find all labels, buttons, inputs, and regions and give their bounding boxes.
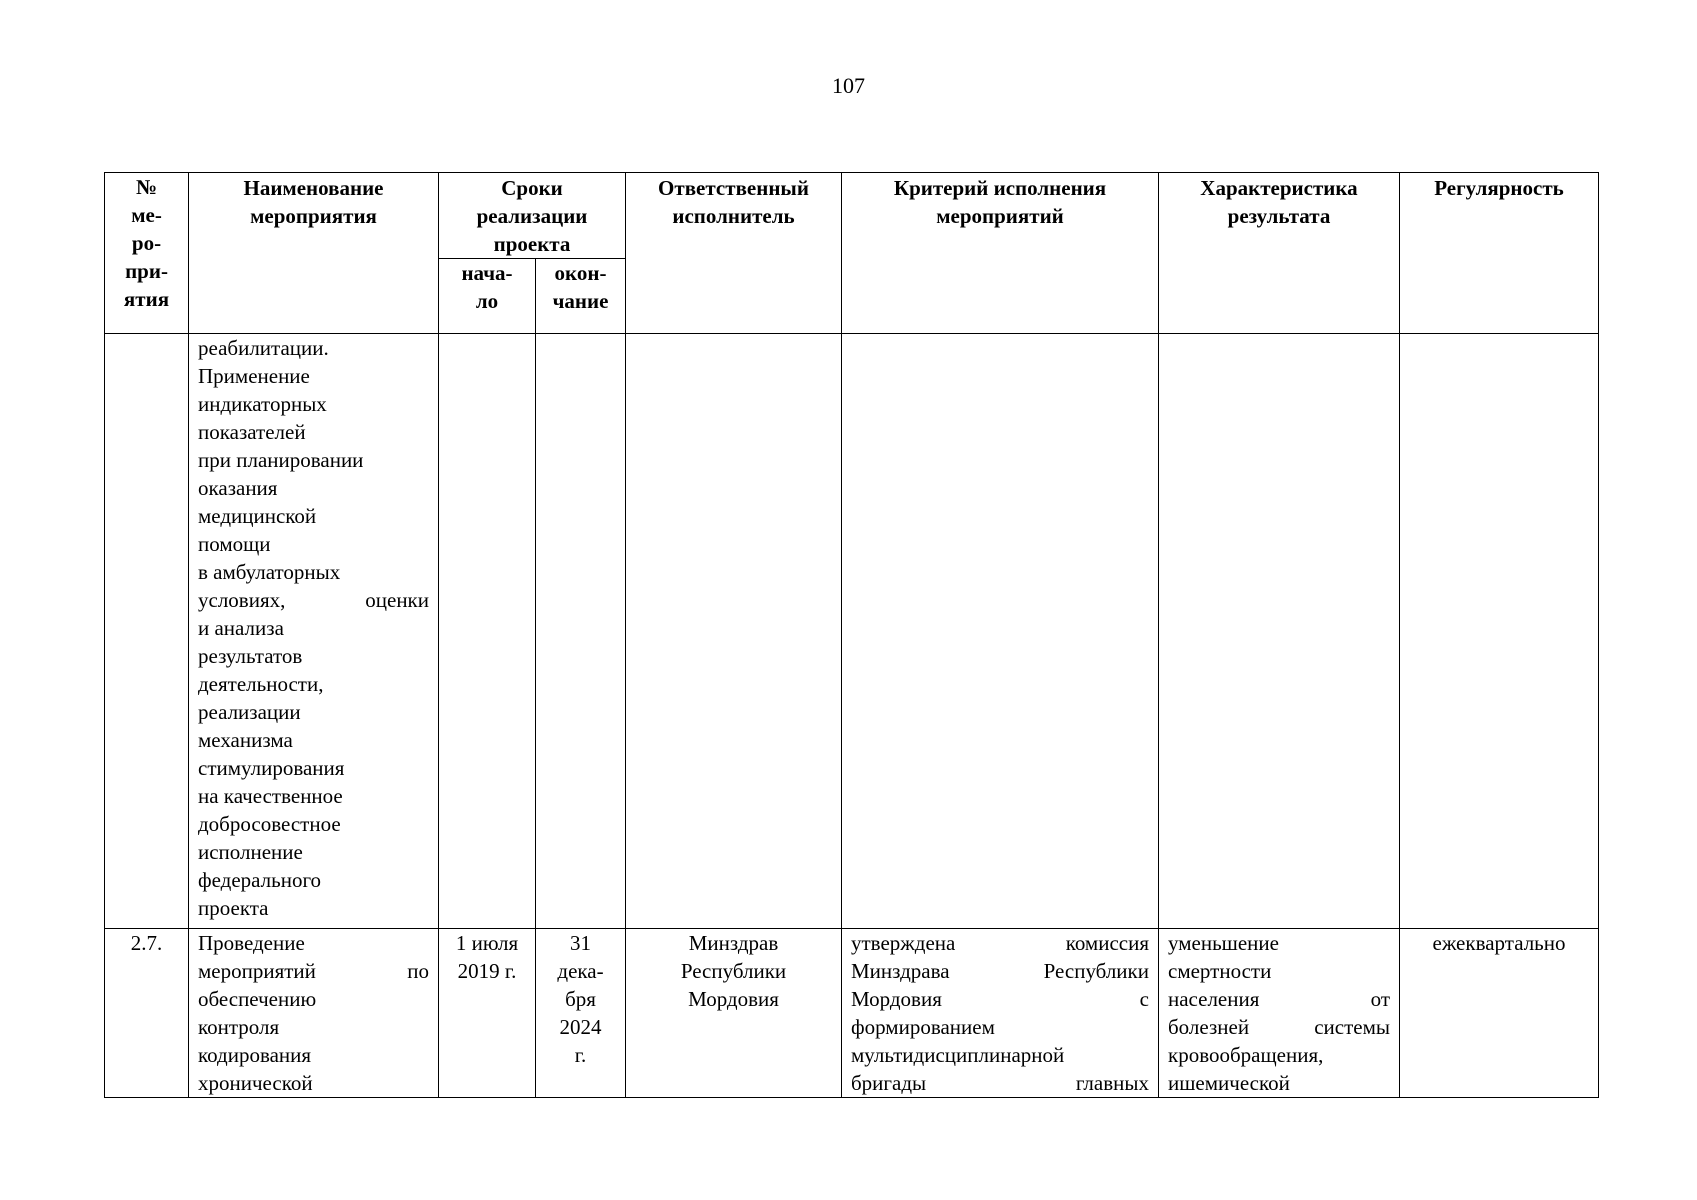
header-regularity-lines — [1409, 174, 1589, 202]
header-responsible-line: исполнитель — [672, 204, 795, 228]
row2-name-line: хронической — [198, 1071, 313, 1095]
header-num-line: при- — [125, 259, 168, 283]
header-start-line: ло — [475, 289, 499, 313]
header-name — [189, 173, 439, 334]
header-name-line: мероприятия — [250, 204, 377, 228]
row1-name-line: стимулирования — [198, 756, 345, 780]
row2-criterion-line: Минздрава Республики — [851, 959, 1149, 983]
row2-result-line: уменьшение — [1168, 931, 1279, 955]
header-regularity — [1400, 173, 1599, 334]
row2-regularity — [1400, 929, 1599, 1098]
row2-criterion-line: утверждена комиссия — [851, 931, 1149, 955]
row1-num — [105, 334, 189, 929]
row1-regularity — [1400, 334, 1599, 929]
header-regularity-line: Регулярность — [1434, 176, 1564, 200]
header-num-line: ятия — [123, 287, 170, 311]
row2-name-line: мероприятий по — [198, 959, 429, 983]
header-responsible-line: Ответственный — [658, 176, 809, 200]
row1-name-line: добросовестное — [198, 812, 341, 836]
row2-responsible-line: Республики — [680, 959, 787, 983]
header-start-line: нача- — [461, 261, 513, 285]
row1-name-line: результатов — [198, 644, 303, 668]
header-terms-lines — [448, 174, 616, 258]
header-row — [105, 173, 1599, 259]
page-number: 107 — [832, 73, 865, 98]
row1-name-line: медицинской — [198, 504, 317, 528]
row2-result-lines — [1168, 929, 1390, 1097]
measures-table — [104, 172, 1599, 1098]
row2-end-line: бря — [565, 987, 596, 1011]
row2-start-lines — [448, 929, 526, 985]
row1-name-line: деятельности, — [198, 672, 324, 696]
row1-name-line: помощи — [198, 532, 271, 556]
header-terms-line: реализации — [476, 204, 588, 228]
header-criterion-line: Критерий исполнения — [893, 176, 1107, 200]
row2-end — [536, 929, 626, 1098]
row1-name-line: исполнение — [198, 840, 303, 864]
header-num-line: № — [135, 175, 158, 199]
header-start-lines — [443, 259, 531, 315]
header-name-lines — [198, 174, 429, 230]
row2-regularity-line: ежеквартально — [1432, 931, 1566, 955]
row1-end — [536, 334, 626, 929]
row2-end-line: 2024 — [559, 1015, 602, 1039]
row2-result-line: кровообращения, — [1168, 1043, 1324, 1067]
table-row — [105, 929, 1599, 1098]
row2-result — [1159, 929, 1400, 1098]
row2-criterion-line: мультидисциплинарной — [851, 1043, 1065, 1067]
row2-name-line: Проведение — [198, 931, 305, 955]
header-result-line: результата — [1227, 204, 1331, 228]
row1-criterion — [842, 334, 1159, 929]
header-criterion — [842, 173, 1159, 334]
row1-name-line: на качественное — [198, 784, 343, 808]
row2-result-line: болезней системы — [1168, 1015, 1390, 1039]
row1-name-line: проекта — [198, 896, 269, 920]
header-result-lines — [1168, 174, 1390, 230]
row2-criterion-line: бригады главных — [851, 1071, 1149, 1095]
row2-result-line: смертности — [1168, 959, 1272, 983]
header-end-line: чание — [552, 289, 609, 313]
header-end-line: окон- — [554, 261, 607, 285]
row2-end-line: г. — [574, 1043, 587, 1067]
row1-result — [1159, 334, 1400, 929]
header-result-line: Характеристика — [1200, 176, 1358, 200]
header-num — [105, 173, 189, 334]
header-num-line: ро- — [131, 231, 162, 255]
row1-name-line: реабилитации. — [198, 336, 329, 360]
row2-name-line: обеспечению — [198, 987, 317, 1011]
header-criterion-lines — [851, 174, 1149, 230]
row1-name — [189, 334, 439, 929]
header-responsible-lines — [635, 174, 832, 230]
row1-name-line: и анализа — [198, 616, 284, 640]
row2-criterion-line: Мордовия с — [851, 987, 1149, 1011]
row1-name-line: механизма — [198, 728, 293, 752]
row2-name — [189, 929, 439, 1098]
row2-name-line: контроля — [198, 1015, 280, 1039]
row1-name-line: федерального — [198, 868, 322, 892]
header-terms-line: Сроки — [501, 176, 563, 200]
row2-end-line: дека- — [557, 959, 604, 983]
row1-name-line: реализации — [198, 700, 301, 724]
row1-name-line: оказания — [198, 476, 278, 500]
header-start — [439, 259, 536, 334]
row1-name-line: при планировании — [198, 448, 364, 472]
row2-responsible-line: Минздрав — [688, 931, 779, 955]
header-criterion-line: мероприятий — [936, 204, 1064, 228]
row2-num: 2.7. — [105, 929, 189, 1098]
row2-start — [439, 929, 536, 1098]
header-end — [536, 259, 626, 334]
header-responsible — [626, 173, 842, 334]
row1-name-lines — [198, 334, 429, 922]
row1-responsible — [626, 334, 842, 929]
table-row — [105, 334, 1599, 929]
row2-start-line: 1 июля — [455, 931, 519, 955]
header-terms — [439, 173, 626, 259]
row2-name-line: кодирования — [198, 1043, 312, 1067]
row1-name-line: в амбулаторных — [198, 560, 341, 584]
header-num-lines — [109, 173, 184, 313]
row2-responsible-line: Мордовия — [688, 987, 779, 1011]
row2-responsible — [626, 929, 842, 1098]
header-end-lines — [540, 259, 621, 315]
header-name-line: Наименование — [243, 176, 384, 200]
row1-name-line: показателей — [198, 420, 306, 444]
header-result — [1159, 173, 1400, 334]
row2-criterion — [842, 929, 1159, 1098]
row2-regularity-lines — [1409, 929, 1589, 957]
row2-criterion-line: формированием — [851, 1015, 995, 1039]
row2-start-line: 2019 г. — [457, 959, 517, 983]
row2-end-line: 31 — [570, 931, 591, 955]
row2-name-lines — [198, 929, 429, 1097]
row1-name-line: условиях, оценки — [198, 588, 429, 612]
row1-start — [439, 334, 536, 929]
row1-name-line: Применение — [198, 364, 310, 388]
header-num-line: ме- — [131, 203, 162, 227]
row2-result-line: населения от — [1168, 987, 1390, 1011]
row1-name-line: индикаторных — [198, 392, 327, 416]
row2-result-line: ишемической — [1168, 1071, 1290, 1095]
row2-responsible-lines — [635, 929, 832, 1013]
row2-criterion-lines — [851, 929, 1149, 1097]
row2-end-lines — [545, 929, 616, 1069]
header-terms-line: проекта — [493, 232, 571, 256]
